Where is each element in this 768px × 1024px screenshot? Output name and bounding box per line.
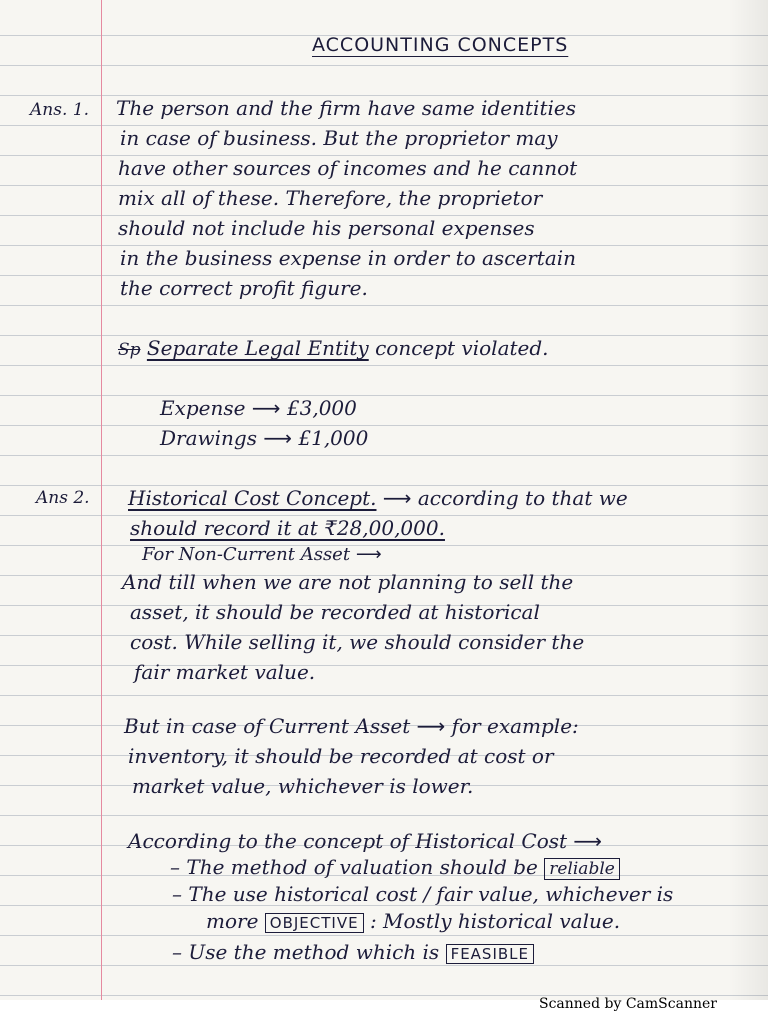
ans2-heading-rest: according to that we — [417, 486, 628, 510]
mostly-historical-text: : Mostly historical value. — [369, 909, 621, 933]
non-current-asset: For Non-Current Asset — [142, 544, 351, 565]
para1-line-4: fair market value. — [134, 660, 316, 684]
ans1-label: Ans. 1. — [30, 100, 89, 120]
expense-label: Expense — [160, 396, 246, 420]
objective-box: OBJECTIVE — [265, 913, 364, 933]
ans2-line-3 — [142, 540, 382, 570]
ans2-label: Ans 2. — [36, 488, 90, 508]
separate-legal-entity: Separate Legal Entity — [146, 336, 369, 360]
example-text: for example: — [451, 714, 579, 738]
ans1-line-6: in the business expense in order to ascertain — [120, 246, 577, 270]
ans1-line-4: mix all of these. Therefore, the proprietor — [118, 186, 543, 210]
drawings-row — [160, 423, 368, 453]
bullet-2: – The use historical cost / fair value, whichever is — [172, 882, 674, 906]
bullet-2-continued — [206, 906, 620, 938]
historical-cost-concept: Historical Cost Concept. — [128, 486, 377, 510]
arrow-icon: ⟶ — [251, 396, 281, 420]
arrow-icon: ⟶ — [263, 426, 293, 450]
reliable-box: reliable — [544, 858, 620, 880]
historical-cost-heading: According to the concept of Historical Cost — [128, 829, 568, 853]
para2-line-3: market value, whichever is lower. — [132, 774, 474, 798]
feasible-box: FEASIBLE — [446, 944, 534, 964]
para1-line-3: cost. While selling it, we should consider the — [130, 630, 585, 654]
concept-violated-text: concept violated. — [375, 336, 549, 360]
arrow-icon: ⟶ — [382, 486, 412, 510]
ans1-line-1: The person and the firm have same identities — [116, 96, 576, 120]
expense-row — [160, 393, 357, 423]
ans1-line-5: should not include his personal expenses — [118, 216, 535, 240]
ans1-line-7: the correct profit figure. — [120, 276, 368, 300]
more-text: more — [206, 909, 259, 933]
page-title: ACCOUNTING CONCEPTS — [312, 34, 569, 56]
margin-line — [101, 0, 102, 1000]
struck-mark: Sp — [118, 340, 141, 360]
drawings-label: Drawings — [160, 426, 257, 450]
ans1-line-2: in case of business. But the proprietor may — [120, 126, 558, 150]
bullet-1-text: – The method of valuation should be — [170, 855, 538, 879]
expense-value: £3,000 — [286, 396, 357, 420]
camscanner-watermark: Scanned by CamScanner — [539, 996, 717, 1012]
para1-line-2: asset, it should be recorded at historical — [130, 600, 540, 624]
concept-violated-line — [118, 333, 549, 365]
para1-line-1: And till when we are not planning to sell the — [122, 570, 574, 594]
ans2-line-2: should record it at ₹28,00,000. — [130, 516, 445, 540]
drawings-value: £1,000 — [298, 426, 369, 450]
ans1-line-3: have other sources of incomes and he cannot — [118, 156, 578, 180]
para2-line-1 — [124, 711, 579, 741]
bullet-3-text: – Use the method which is — [172, 940, 440, 964]
arrow-icon: ⟶ — [355, 544, 382, 565]
arrow-icon: ⟶ — [416, 714, 446, 738]
bullet-3 — [172, 937, 534, 969]
para2-line-2: inventory, it should be recorded at cost or — [128, 744, 554, 768]
ans2-heading-line — [128, 483, 628, 513]
arrow-icon: ⟶ — [573, 829, 603, 853]
current-asset-text: But in case of Current Asset — [124, 714, 411, 738]
